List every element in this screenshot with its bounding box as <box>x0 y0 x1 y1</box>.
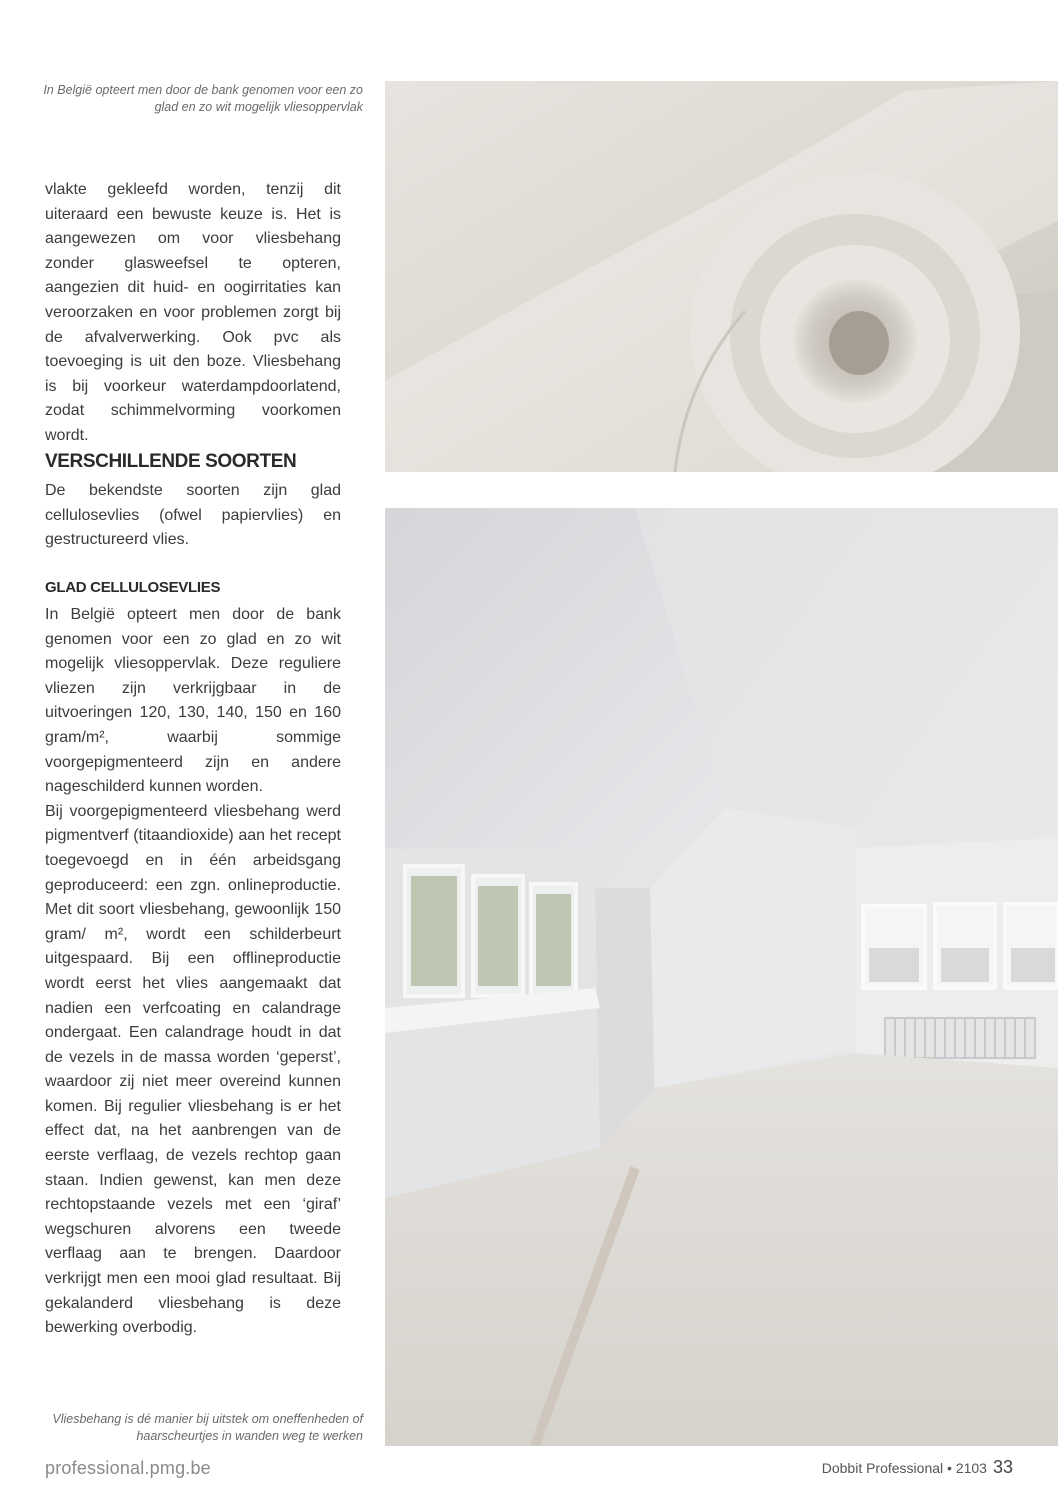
cellulosevlies-paragraph-2: Bij voorgepigmenteerd vliesbehang werd pigmentverf (titaandioxide) aan het recept toegevoegd en in één arbeidsgang geproduceerd: een zgn. onlineproductie. Met dit soort vliesbehang, gewoonlijk 150 gram/ m², wordt een schilderbeurt uitgespaard. Bij een offlineproductie wordt eerst het vlies aangemaakt dat nadien een verfcoating en calandrage ondergaat. Een calandrage houdt in dat de vezels in de massa worden ‘geperst’, waardoor zij niet meer overeind kunnen komen. Bij regulier vliesbehang is er het effect dat, na het aanbrengen van de eerste verflaag, de vezels rechtop gaan staan. Indien gewenst, kan men deze rechtopstaande vezels met een ‘giraf’ wegschuren alvorens een tweede verflaag aan te brengen. Daardoor verkrijgt men een mooi glad resultaat. Bij gekalanderd vliesbehang is deze bewerking overbodig. <box>45 802 341 1337</box>
section-body-cellulosevlies <box>45 603 341 1341</box>
footer-magazine <box>822 1457 1013 1478</box>
white-attic-room-photo <box>385 508 1058 1446</box>
soorten-paragraph: De bekendste soorten zijn glad cellulosevlies (ofwel papiervlies) en gestructureerd vlies. <box>45 482 341 549</box>
caption-top: In België opteert men door de bank genomen voor een zo glad en zo wit mogelijk vliesoppervlak <box>43 83 363 114</box>
page-number: 33 <box>992 1457 1013 1477</box>
intro-text <box>45 178 341 449</box>
section-heading-soorten: VERSCHILLENDE SOORTEN <box>45 451 297 472</box>
section-body-soorten <box>45 479 341 553</box>
magazine-issue: Dobbit Professional • 2103 <box>821 1460 987 1476</box>
intro-paragraph: vlakte gekleefd worden, tenzij dit uiteraard een bewuste keuze is. Het is aangewezen om voor vliesbehang zonder glasweefsel te opteren, aangezien dit huid- en oogirritaties kan veroorzaken en voor problemen zorgt bij de afvalverwerking. Ook pvc als toevoeging is uit den boze. Vliesbehang is bij voorkeur waterdampdoorlatend, zodat schimmelvorming voorkomen wordt. <box>45 181 341 444</box>
caption-bottom: Vliesbehang is dé manier bij uitstek om oneffenheden of haarscheurtjes in wanden weg te werken <box>52 1412 363 1443</box>
footer-url[interactable]: professional.pmg.be <box>45 1458 211 1478</box>
section-heading-cellulosevlies: GLAD CELLULOSEVLIES <box>45 579 221 596</box>
cellulosevlies-paragraph-1: In België opteert men door de bank genomen voor een zo glad en zo wit mogelijk vliesoppervlak. Deze reguliere vliezen zijn verkrijgbaar in de uitvoeringen 120, 130, 140, 150 en 160 gram/m², waarbij sommige voorgepigmenteerd zijn en andere nageschilderd kunnen worden. <box>45 606 341 796</box>
wallpaper-roll-photo <box>385 81 1058 472</box>
